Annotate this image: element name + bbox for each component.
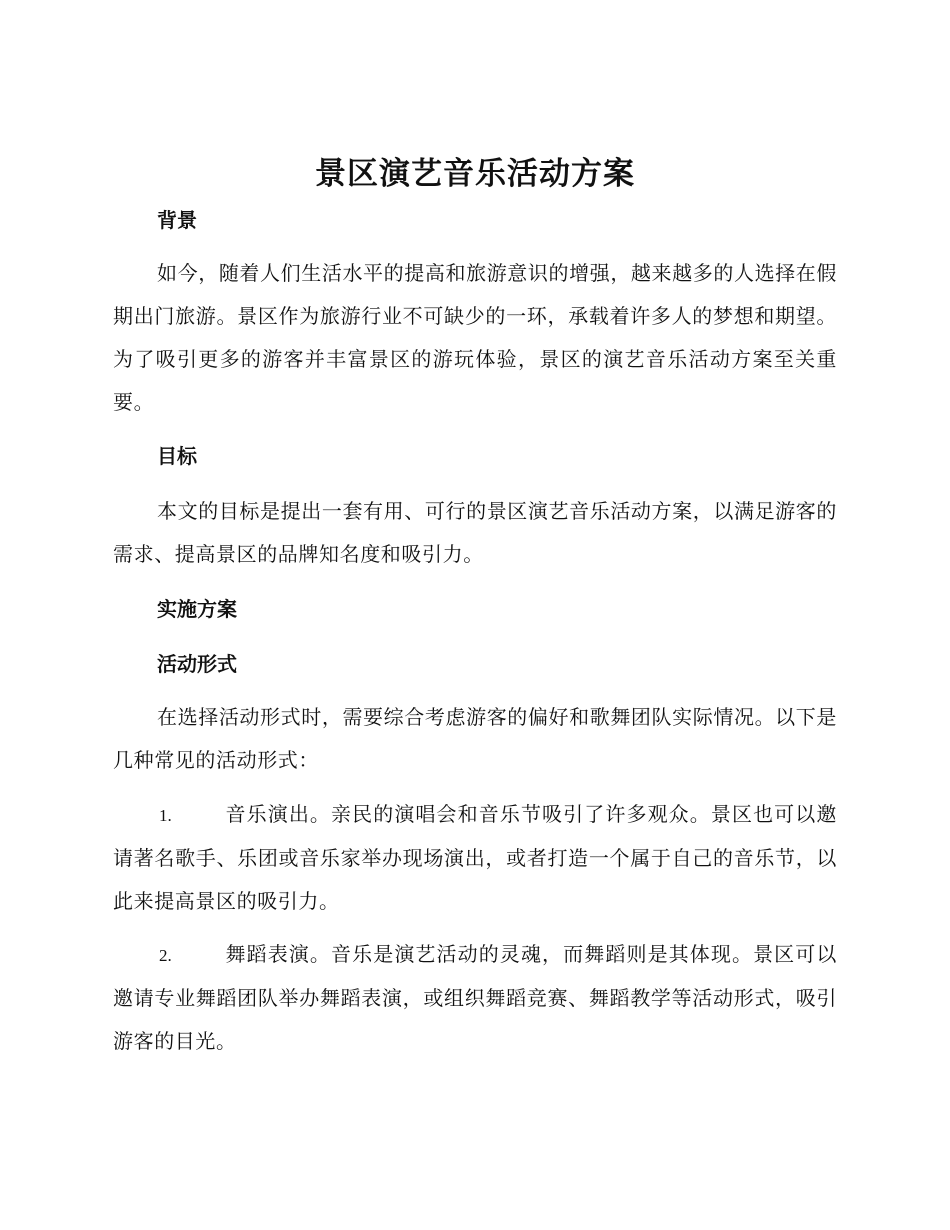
list-item-1	[113, 793, 837, 923]
paragraph-activity-intro: 在选择活动形式时，需要综合考虑游客的偏好和歌舞团队实际情况。以下是几种常见的活动形式：	[113, 705, 837, 772]
list-item-number: 2.	[159, 946, 172, 965]
paragraph-goal: 本文的目标是提出一套有用、可行的景区演艺音乐活动方案，以满足游客的需求、提高景区的品牌知名度和吸引力。	[113, 499, 837, 566]
heading-activity-forms: 活动形式	[157, 652, 237, 676]
paragraph-background: 如今，随着人们生活水平的提高和旅游意识的增强，越来越多的人选择在假期出门旅游。景区作为旅游行业不可缺少的一环，承载着许多人的梦想和期望。为了吸引更多的游客并丰富景区的游玩体验，景区的演艺音乐活动方案至关重要。	[113, 261, 837, 414]
list-item-text: 舞蹈表演。音乐是演艺活动的灵魂，而舞蹈则是其体现。景区可以邀请专业舞蹈团队举办舞蹈表演，或组织舞蹈竞赛、舞蹈教学等活动形式，吸引游客的目光。	[113, 942, 837, 1053]
list-item-2	[113, 933, 837, 1063]
heading-background: 背景	[157, 208, 197, 232]
list-item-text: 音乐演出。亲民的演唱会和音乐节吸引了许多观众。景区也可以邀请著名歌手、乐团或音乐家举办现场演出，或者打造一个属于自己的音乐节，以此来提高景区的吸引力。	[113, 802, 837, 913]
heading-implementation: 实施方案	[157, 597, 237, 621]
heading-goal: 目标	[157, 444, 197, 468]
list-item-number: 1.	[159, 806, 172, 825]
document-title: 景区演艺音乐活动方案	[315, 156, 635, 192]
